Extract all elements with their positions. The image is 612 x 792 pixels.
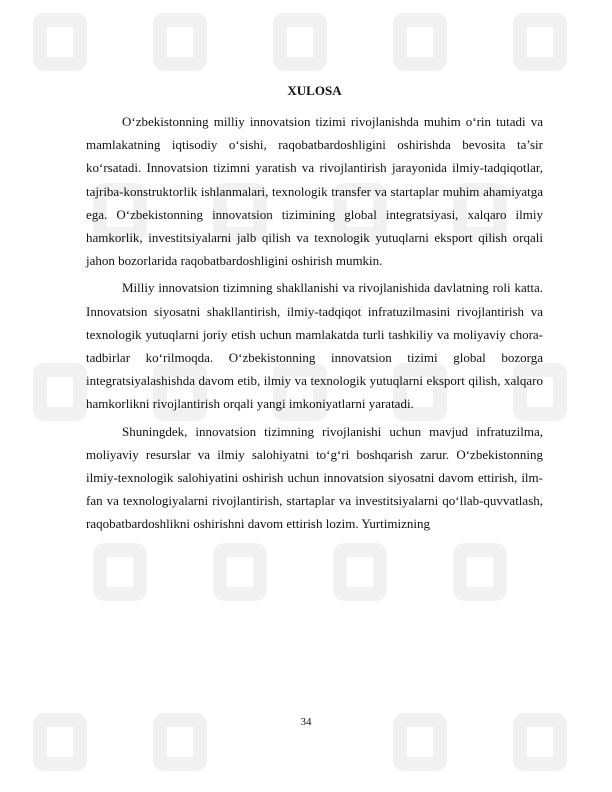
page-number: 34 [300, 716, 312, 728]
paragraph-1: O‘zbekistonning milliy innovatsion tizimi rivojlanishda muhim o‘rin tutadi va mamlakatning iqtisodiy o‘sishi, raqobatbardoshligini oshirishda bevosita ta’sir ko‘rsatadi. Innovatsion tizimni yaratish va rivojlantirish jarayonida ilmiy-tadqiqotlar, tajriba-konstruktorlik ishlanmalari, texnologik transfer va startaplar muhim ahamiyatga ega. O‘zbekistonning innovatsion tizimining global integratsiyasi, xalqaro ilmiy hamkorlik, investitsiyalarni jalb qilish va texnologik yutuqlarni eksport qilish orqali jahon bozorlarida raqobatbardoshligini oshirish mumkin. [86, 114, 543, 269]
paragraph-2: Milliy innovatsion tizimning shakllanishi va rivojlanishida davlatning roli katta. Innovatsion siyosatni shakllantirish, ilmiy-tadqiqot infratuzilmasini rivojlantirish va texnologik yutuqlarni joriy etish uchun mamlakatda turli tashkiliy va moliyaviy chora-tadbirlar ko‘rilmoqda. O‘zbekistonning innovatsion tizimi global bozorga integratsiyalashishda davom etib, ilmiy va texnologik yutuqlarni eksport qilish, xalqaro hamkorlikni rivojlantirish orqali yangi imkoniyatlarni yaratadi. [86, 280, 543, 412]
paragraph-3: Shuningdek, innovatsion tizimning rivojlanishi uchun mavjud infratuzilma, moliyaviy resurslar va ilmiy salohiyatni to‘g‘ri boshqarish zarur. O‘zbekistonning ilmiy-texnologik salohiyatini oshirish uchun innovatsion siyosatni davom ettirish, ilm-fan va texnologiyalarni rivojlantirish, startaplar va investitsiyalarni qo‘llab-quvvatlash, raqobatbardoshlikni oshirishni davom ettirish lozim. Yurtimizning [86, 423, 543, 532]
page-title: XULOSA [287, 83, 342, 98]
document-page [86, 82, 543, 540]
